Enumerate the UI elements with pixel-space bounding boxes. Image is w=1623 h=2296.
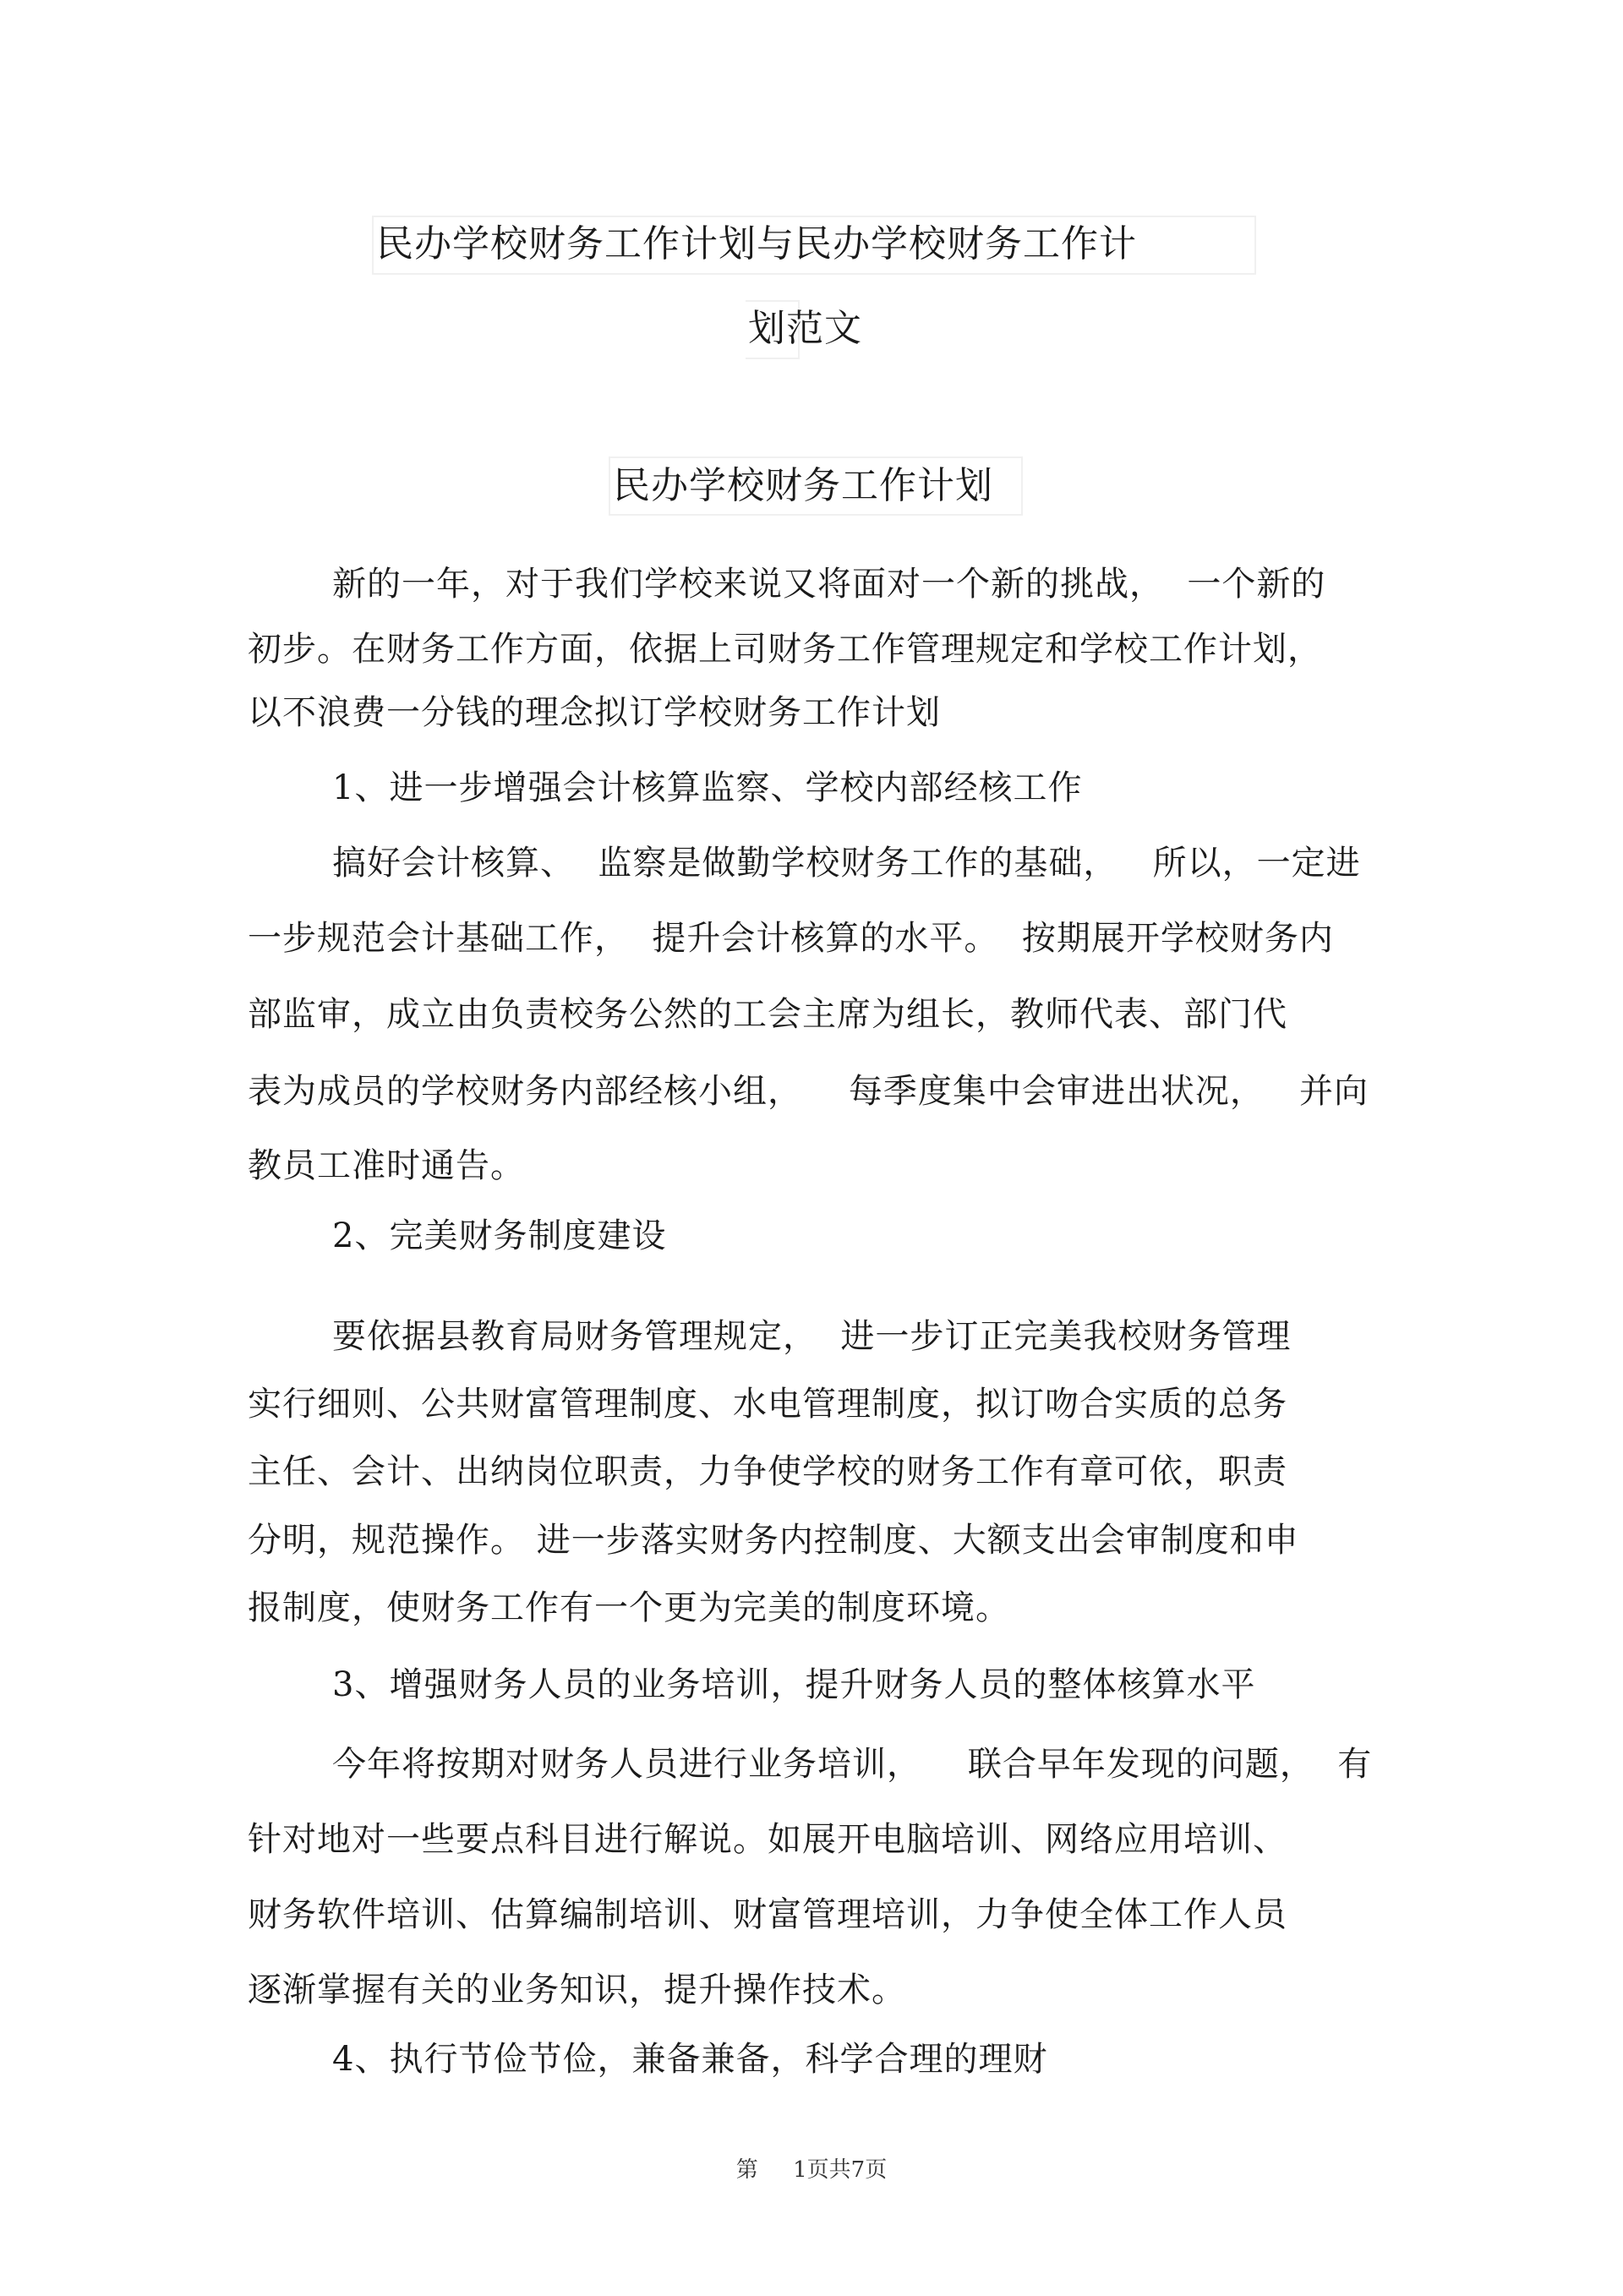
- item-3-line: 今年将按期对财务人员进行业务培训， 联合早年发现的问题， 有: [332, 1745, 1373, 1784]
- item-1-line: 部监审，成立由负责校务公然的工会主席为组长，教师代表、部门代: [248, 995, 1287, 1034]
- item-heading-3: 3、增强财务人员的业务培训，提升财务人员的整体核算水平: [332, 1665, 1256, 1704]
- intro-line: 以不浪费一分钱的理念拟订学校财务工作计划: [248, 693, 941, 732]
- item-2-line: 主任、会计、出纳岗位职责，力争使学校的财务工作有章可依，职责: [248, 1452, 1287, 1491]
- page-footer: 第 1页共7页: [735, 2157, 888, 2183]
- item-2-line: 报制度，使财务工作有一个更为完美的制度环境。: [248, 1588, 1010, 1627]
- document-title-line-1: 民办学校财务工作计划与民办学校财务工作计: [376, 222, 1137, 265]
- item-3-line: 针对地对一些要点科目进行解说。如展开电脑培训、网络应用培训、: [248, 1820, 1287, 1859]
- document-title-line-2: 划范文: [748, 307, 862, 350]
- intro-line: 初步。在财务工作方面，依据上司财务工作管理规定和学校工作计划，: [248, 630, 1322, 669]
- item-heading-2: 2、完美财务制度建设: [332, 1216, 667, 1255]
- item-2-line: 要依据县教育局财务管理规定， 进一步订正完美我校财务管理: [332, 1317, 1292, 1356]
- item-heading-1: 1、进一步增强会计核算监察、学校内部经核工作: [332, 768, 1083, 807]
- item-3-line: 逐渐掌握有关的业务知识，提升操作技术。: [248, 1971, 906, 2009]
- intro-line: 新的一年，对于我们学校来说又将面对一个新的挑战， 一个新的: [332, 565, 1326, 604]
- item-1-line: 表为成员的学校财务内部经核小组， 每季度集中会审进出状况， 并向: [248, 1072, 1369, 1111]
- item-3-line: 财务软件培训、估算编制培训、财富管理培训，力争使全体工作人员: [248, 1895, 1287, 1934]
- item-2-line: 分明，规范操作。 进一步落实财务内控制度、大额支出会审制度和申: [248, 1521, 1299, 1560]
- item-1-line: 搞好会计核算、 监察是做勤学校财务工作的基础， 所以，一定进: [332, 844, 1361, 883]
- item-2-line: 实行细则、公共财富管理制度、水电管理制度，拟订吻合实质的总务: [248, 1385, 1287, 1424]
- item-1-line: 一步规范会计基础工作， 提升会计核算的水平。 按期展开学校财务内: [248, 919, 1334, 958]
- item-heading-4: 4、执行节俭节俭，兼备兼备，科学合理的理财: [332, 2040, 1048, 2079]
- section-heading: 民办学校财务工作计划: [613, 464, 993, 507]
- item-1-line: 教员工准时通告。: [248, 1146, 525, 1185]
